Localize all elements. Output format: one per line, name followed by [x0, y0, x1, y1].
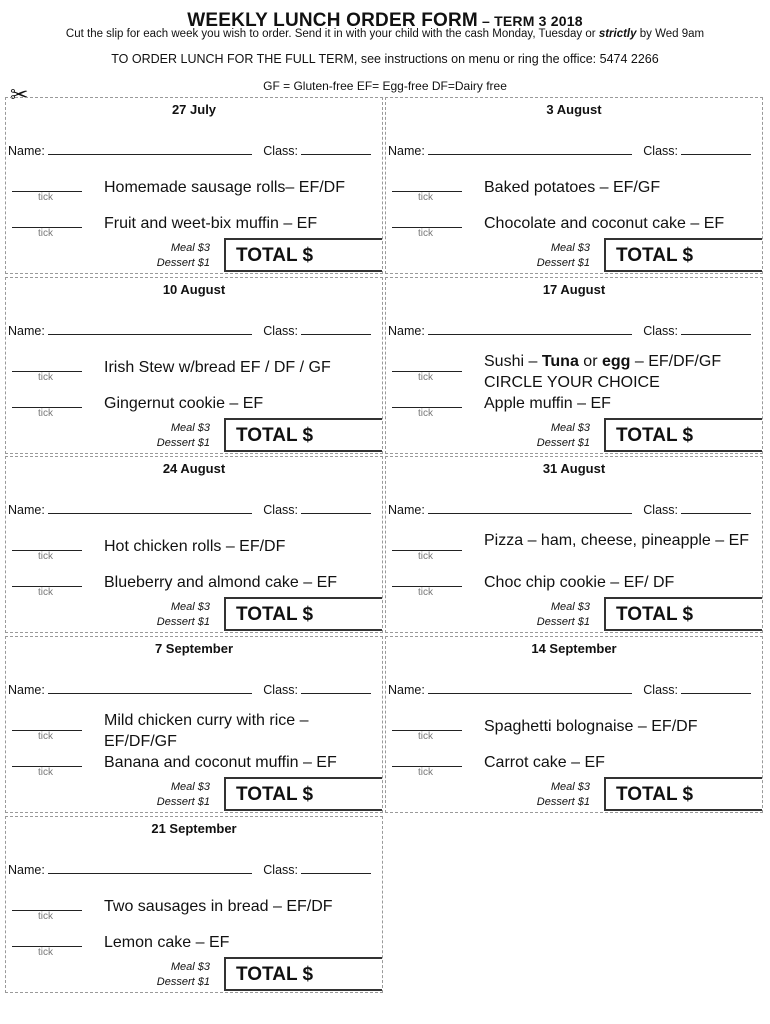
full-term-note: TO ORDER LUNCH FOR THE FULL TERM, see instructions on menu or ring the office: 5474 2266 [111, 52, 659, 66]
price-info [537, 421, 590, 451]
name-field[interactable] [48, 863, 252, 874]
name-class-row [8, 144, 380, 158]
price-info [157, 600, 210, 630]
order-slip [385, 277, 763, 454]
dessert-label: Choc chip cookie – EF/ DF [484, 574, 675, 591]
instructions-post: by Wed 9am [636, 28, 705, 40]
order-slip [5, 456, 383, 633]
meal-label: Hot chicken rolls – EF/DF [104, 538, 286, 555]
slip-date: 27 July [171, 102, 217, 117]
total-box[interactable]: TOTAL $ [224, 418, 382, 452]
price-info [157, 421, 210, 451]
tick-hint: tick [418, 767, 433, 778]
dessert-label: Blueberry and almond cake – EF [104, 574, 338, 591]
price-info [157, 960, 210, 990]
name-field[interactable] [48, 683, 252, 694]
slip-date: 7 September [154, 641, 234, 656]
slip-date: 24 August [162, 461, 226, 476]
dessert-label: Apple muffin – EF [484, 395, 611, 412]
class-label: Class: [263, 683, 302, 697]
name-label: Name: [8, 863, 49, 877]
meal-price: Meal $3 [550, 601, 590, 613]
class-field[interactable] [301, 324, 371, 335]
name-class-row [388, 503, 760, 517]
form-title-main: WEEKLY LUNCH ORDER FORM [187, 10, 478, 31]
tick-hint: tick [38, 587, 53, 598]
name-label: Name: [388, 683, 429, 697]
name-label: Name: [8, 324, 49, 338]
tick-hint: tick [38, 767, 53, 778]
name-label: Name: [388, 144, 429, 158]
meal-price: Meal $3 [170, 422, 210, 434]
name-label: Name: [8, 683, 49, 697]
dessert-label: Banana and coconut muffin – EF [104, 754, 337, 771]
meal-price: Meal $3 [550, 422, 590, 434]
meal-label: Pizza – ham, cheese, pineapple – EF [484, 532, 750, 549]
total-box[interactable]: TOTAL $ [224, 957, 382, 991]
dessert-label: Fruit and weet-bix muffin – EF [104, 215, 318, 232]
total-box[interactable]: TOTAL $ [604, 777, 762, 811]
name-class-row [8, 503, 380, 517]
class-label: Class: [643, 144, 682, 158]
dessert-label: Carrot cake – EF [484, 754, 605, 771]
name-field[interactable] [428, 503, 632, 514]
meal-price: Meal $3 [170, 601, 210, 613]
meal-label: Two sausages in bread – EF/DF [104, 898, 333, 915]
dessert-price: Dessert $1 [536, 796, 590, 808]
name-label: Name: [8, 144, 49, 158]
name-class-row [8, 324, 380, 338]
total-box[interactable]: TOTAL $ [604, 597, 762, 631]
total-box[interactable]: TOTAL $ [224, 238, 382, 272]
tick-hint: tick [418, 408, 433, 419]
instructions [0, 28, 770, 40]
tick-hint: tick [38, 947, 53, 958]
dessert-price: Dessert $1 [156, 616, 210, 628]
name-field[interactable] [48, 324, 252, 335]
name-class-row [8, 683, 380, 697]
instructions-strictly: strictly [598, 28, 637, 40]
meal-price: Meal $3 [550, 781, 590, 793]
meal-price: Meal $3 [170, 961, 210, 973]
name-class-row [388, 324, 760, 338]
tick-hint: tick [38, 228, 53, 239]
class-label: Class: [643, 503, 682, 517]
class-field[interactable] [301, 503, 371, 514]
order-slip [5, 97, 383, 274]
dessert-price: Dessert $1 [536, 257, 590, 269]
slip-date: 17 August [542, 282, 606, 297]
dessert-label: Lemon cake – EF [104, 934, 230, 951]
dietary-legend: GF = Gluten-free EF= Egg-free DF=Dairy free [263, 79, 507, 93]
meal-label: Homemade sausage rolls– EF/DF [104, 179, 345, 196]
class-label: Class: [263, 863, 302, 877]
name-class-row [388, 683, 760, 697]
total-box[interactable]: TOTAL $ [224, 777, 382, 811]
slip-date: 31 August [542, 461, 606, 476]
order-slip [385, 636, 763, 813]
total-box[interactable]: TOTAL $ [224, 597, 382, 631]
meal-label: Spaghetti bolognaise – EF/DF [484, 718, 698, 735]
slip-date: 14 September [531, 641, 617, 656]
name-field[interactable] [48, 144, 252, 155]
tick-hint: tick [38, 372, 53, 383]
class-label: Class: [263, 324, 302, 338]
name-class-row [388, 144, 760, 158]
class-label: Class: [643, 324, 682, 338]
meal-price: Meal $3 [170, 242, 210, 254]
instructions-pre: Cut the slip for each week you wish to order. Send it in with your child with the cash Monday, Tuesday or [65, 28, 599, 40]
tick-hint: tick [38, 911, 53, 922]
name-label: Name: [388, 503, 429, 517]
tick-hint: tick [418, 731, 433, 742]
price-info [537, 241, 590, 271]
total-box[interactable]: TOTAL $ [604, 238, 762, 272]
dessert-price: Dessert $1 [156, 437, 210, 449]
tick-hint: tick [418, 551, 433, 562]
meal-price: Meal $3 [170, 781, 210, 793]
dessert-price: Dessert $1 [536, 616, 590, 628]
tick-hint: tick [418, 192, 433, 203]
order-slip [5, 277, 383, 454]
meal-label: Baked potatoes – EF/GF [484, 179, 661, 196]
name-field[interactable] [48, 503, 252, 514]
total-box[interactable]: TOTAL $ [604, 418, 762, 452]
class-field[interactable] [681, 324, 751, 335]
meal-label: Sushi – Tuna or egg – EF/DF/GF CIRCLE YOUR CHOICE [484, 353, 722, 391]
order-slip [5, 636, 383, 813]
price-info [537, 600, 590, 630]
name-field[interactable] [428, 683, 632, 694]
meal-price: Meal $3 [550, 242, 590, 254]
class-field[interactable] [681, 683, 751, 694]
dessert-price: Dessert $1 [156, 257, 210, 269]
order-slip [385, 456, 763, 633]
tick-hint: tick [38, 551, 53, 562]
class-field[interactable] [301, 683, 371, 694]
class-label: Class: [643, 683, 682, 697]
price-info [157, 241, 210, 271]
slip-date: 21 September [151, 821, 237, 836]
name-field[interactable] [428, 144, 632, 155]
dessert-label: Chocolate and coconut cake – EF [484, 215, 725, 232]
scissors-icon: ✂ [10, 82, 29, 107]
dessert-price: Dessert $1 [156, 796, 210, 808]
price-info [157, 780, 210, 810]
tick-hint: tick [418, 228, 433, 239]
meal-label: Irish Stew w/bread EF / DF / GF [104, 359, 331, 376]
name-field[interactable] [428, 324, 632, 335]
class-label: Class: [263, 144, 302, 158]
tick-hint: tick [418, 587, 433, 598]
dessert-price: Dessert $1 [536, 437, 590, 449]
slip-date: 3 August [546, 102, 602, 117]
tick-hint: tick [38, 192, 53, 203]
tick-hint: tick [38, 731, 53, 742]
slip-date: 10 August [162, 282, 226, 297]
class-field[interactable] [301, 863, 371, 874]
class-field[interactable] [301, 144, 371, 155]
name-label: Name: [8, 503, 49, 517]
order-slip [385, 97, 763, 274]
tick-hint: tick [38, 408, 53, 419]
name-label: Name: [388, 324, 429, 338]
class-field[interactable] [681, 503, 751, 514]
name-class-row [8, 863, 380, 877]
form-title-term: – TERM 3 2018 [477, 13, 583, 29]
order-slip [5, 816, 383, 993]
meal-label: Mild chicken curry with rice – EF/DF/GF [104, 712, 309, 750]
tick-hint: tick [418, 372, 433, 383]
class-label: Class: [263, 503, 302, 517]
dessert-price: Dessert $1 [156, 976, 210, 988]
price-info [537, 780, 590, 810]
dessert-label: Gingernut cookie – EF [104, 395, 264, 412]
class-field[interactable] [681, 144, 751, 155]
